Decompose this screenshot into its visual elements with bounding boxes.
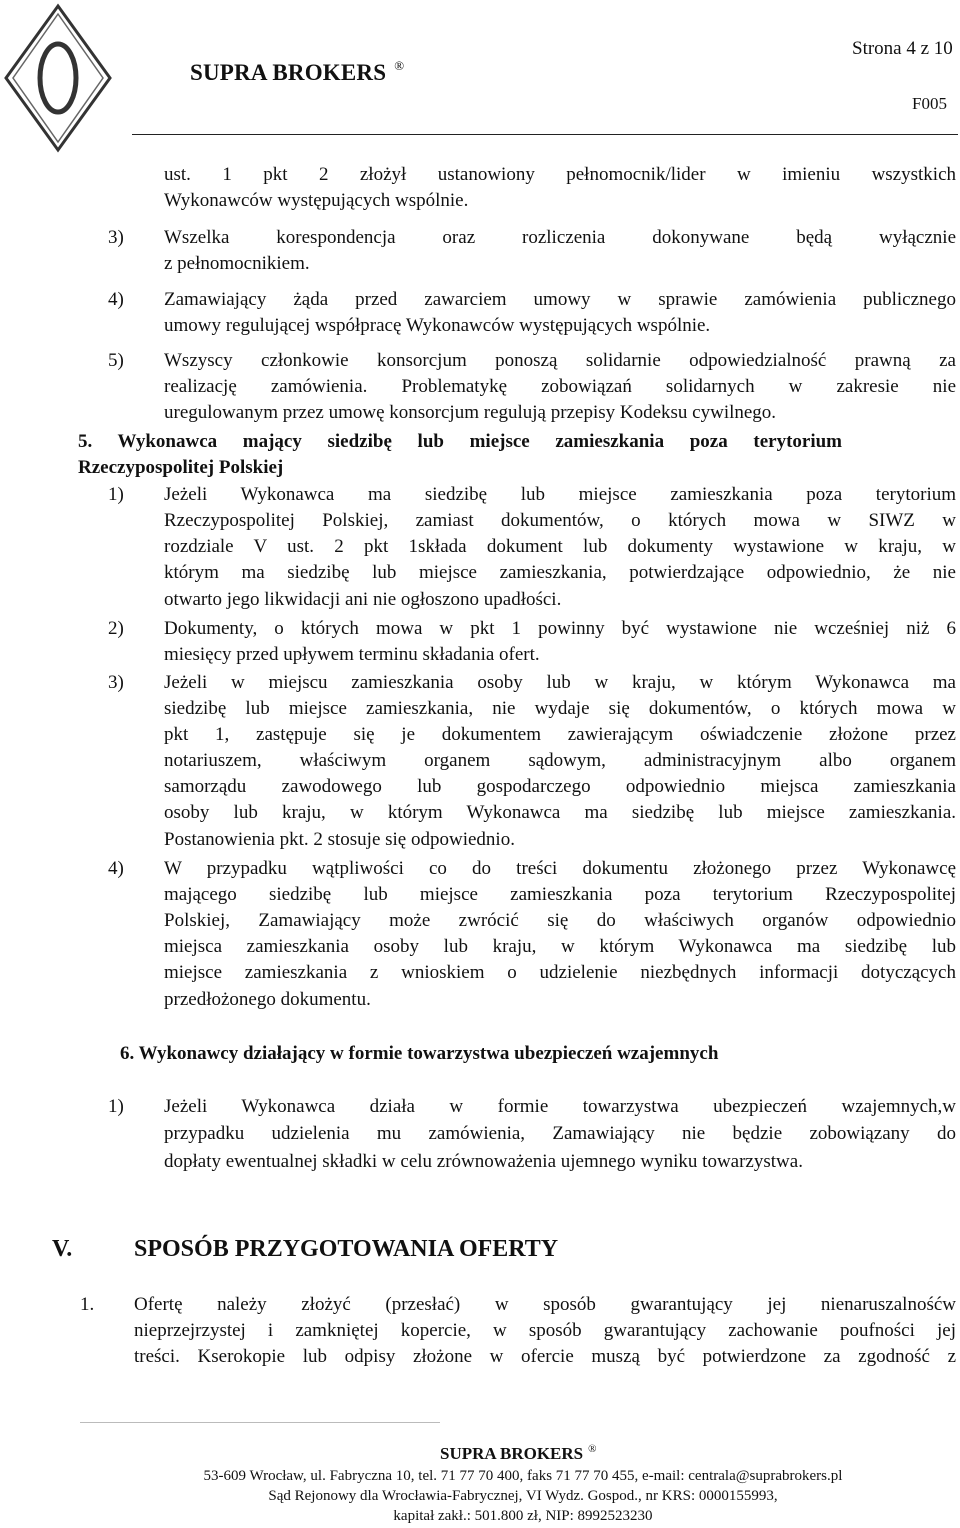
text-line: Zamawiający żąda przed zawarciem umowy w sprawie zamówienia publicznego (164, 289, 956, 310)
text-line: Ofertę należy złożyć (przesłać) w sposób gwarantujący jej nienaruszalnośćw (134, 1294, 956, 1315)
document-code: F005 (912, 94, 947, 113)
text-line: z pełnomocnikiem. (164, 253, 310, 274)
text-line: dopłaty ewentualnej składki w celu zrównoważenia ujemnego wyniku towarzystwa. (164, 1151, 803, 1172)
text-line: notariuszem, właściwym organem sądowym, administracyjnym albo organem (164, 750, 956, 771)
list-number: 3) (108, 672, 124, 693)
header-rule (132, 134, 958, 135)
text-line: pkt 1, zastępuje się je dokumentem zawierającym oświadczenie złożone przez (164, 724, 956, 745)
list-number: 3) (108, 227, 124, 248)
company-logo-icon (2, 2, 114, 154)
text-line: treści. Kserokopie lub odpisy złożone w ofercie muszą być potwierdzone za zgodność z (134, 1346, 956, 1367)
text-line: miesięcy przed upływem terminu składania ofert. (164, 644, 540, 665)
list-number: 1) (108, 1096, 124, 1117)
text-line: osoby lub kraju, w którym Wykonawca ma siedzibę lub miejsce zamieszkania. (164, 802, 956, 823)
list-number: 5) (108, 350, 124, 371)
list-number: 2) (108, 618, 124, 639)
list-number: 1. (80, 1294, 95, 1315)
section-heading: 5. Wykonawca mający siedzibę lub miejsce zamieszkania poza terytorium (78, 431, 842, 452)
text-line: Dokumenty, o których mowa w pkt 1 powinny być wystawione nie wcześniej niż 6 (164, 618, 956, 639)
section-heading: Rzeczypospolitej Polskiej (78, 457, 284, 478)
text-line: Postanowienia pkt. 2 stosuje się odpowiednio. (164, 829, 515, 850)
list-number: 1) (108, 484, 124, 505)
registered-mark: ® (394, 58, 405, 73)
page-number: Strona 4 z 10 (852, 38, 953, 59)
text-line: Jeżeli Wykonawca ma siedzibę lub miejsce zamieszkania poza terytorium (164, 484, 956, 505)
footer-court: Sąd Rejonowy dla Wrocławia-Fabrycznej, VI Wydz. Gospod., nr KRS: 0000155993, (268, 1488, 778, 1504)
footer-brand: SUPRA BROKERS ® (440, 1443, 597, 1463)
text-line: miejsca zamieszkania osoby lub kraju, w którym Wykonawca ma siedzibę lub (164, 936, 956, 957)
text-line: siedzibę lub miejsce zamieszkania, nie wydaje się dokumentów, o których mowa w (164, 698, 956, 719)
section-heading: 6. Wykonawcy działający w formie towarzystwa ubezpieczeń wzajemnych (120, 1043, 719, 1064)
text-line: uregulowanym przez umowę konsorcjum regulują przepisy Kodeksu cywilnego. (164, 402, 777, 423)
footer-capital: kapitał zakł.: 501.800 zł, NIP: 8992523230 (393, 1508, 653, 1524)
text-line: przypadku udzielenia mu zamówienia, Zamawiający nie będzie zobowiązany do (164, 1123, 956, 1144)
list-number: 4) (108, 858, 124, 879)
list-number: 4) (108, 289, 124, 310)
text-line: nieprzejrzystej i zamkniętej kopercie, w sposób gwarantujący zachowanie poufności jej (134, 1320, 956, 1341)
footer-address: 53-609 Wrocław, ul. Fabryczna 10, tel. 71 77 70 400, faks 71 77 70 455, e-mail: centrala@suprabrokers.pl (203, 1468, 843, 1484)
text-line: samorządu zawodowego lub gospodarczego odpowiednio miejsca zamieszkania (164, 776, 956, 797)
chapter-number: V. (52, 1236, 73, 1262)
text-line: rozdziale V ust. 2 pkt 1składa dokument lub dokumenty wystawione w kraju, w (164, 536, 956, 557)
footer-rule (80, 1422, 440, 1423)
text-line: W przypadku wątpliwości co do treści dokumentu złożonego przez Wykonawcę (164, 858, 956, 879)
text-line: którym ma siedzibę lub miejsce zamieszkania, potwierdzające odpowiednio, że nie (164, 562, 956, 583)
text-line: umowy regulującej współpracę Wykonawców występujących wspólnie. (164, 315, 711, 336)
text-line: otwarto jego likwidacji ani nie ogłoszono upadłości. (164, 589, 562, 610)
text-line: realizację zamówienia. Problematykę zobowiązań solidarnych w zakresie nie (164, 376, 956, 397)
text-line: Jeżeli Wykonawca działa w formie towarzystwa ubezpieczeń wzajemnych,w (164, 1096, 956, 1117)
text-line: Wykonawców występujących wspólnie. (164, 190, 469, 211)
text-line: Rzeczypospolitej Polskiej, zamiast dokumentów, o których mowa w SIWZ w (164, 510, 956, 531)
registered-mark: ® (588, 1443, 597, 1455)
text-line: przedłożonego dokumentu. (164, 989, 371, 1010)
text-line: Wszyscy członkowie konsorcjum ponoszą solidarnie odpowiedzialność prawną za (164, 350, 956, 371)
text-line: Polskiej, Zamawiający może zwrócić się do właściwych organów odpowiednio (164, 910, 956, 931)
text-line: Wszelka korespondencja oraz rozliczenia dokonywane będą wyłącznie (164, 227, 956, 248)
text-line: miejsce zamieszkania z wnioskiem o udzielenie niezbędnych informacji dotyczących (164, 962, 956, 983)
header-brand: SUPRA BROKERS ® (190, 58, 405, 85)
chapter-heading: SPOSÓB PRZYGOTOWANIA OFERTY (134, 1236, 559, 1262)
text-line: Jeżeli w miejscu zamieszkania osoby lub w kraju, w którym Wykonawca ma (164, 672, 956, 693)
text-line: mającego siedzibę lub miejsce zamieszkania poza terytorium Rzeczypospolitej (164, 884, 956, 905)
text-line: ust. 1 pkt 2 złożył ustanowiony pełnomocnik/lider w imieniu wszystkich (164, 164, 956, 185)
